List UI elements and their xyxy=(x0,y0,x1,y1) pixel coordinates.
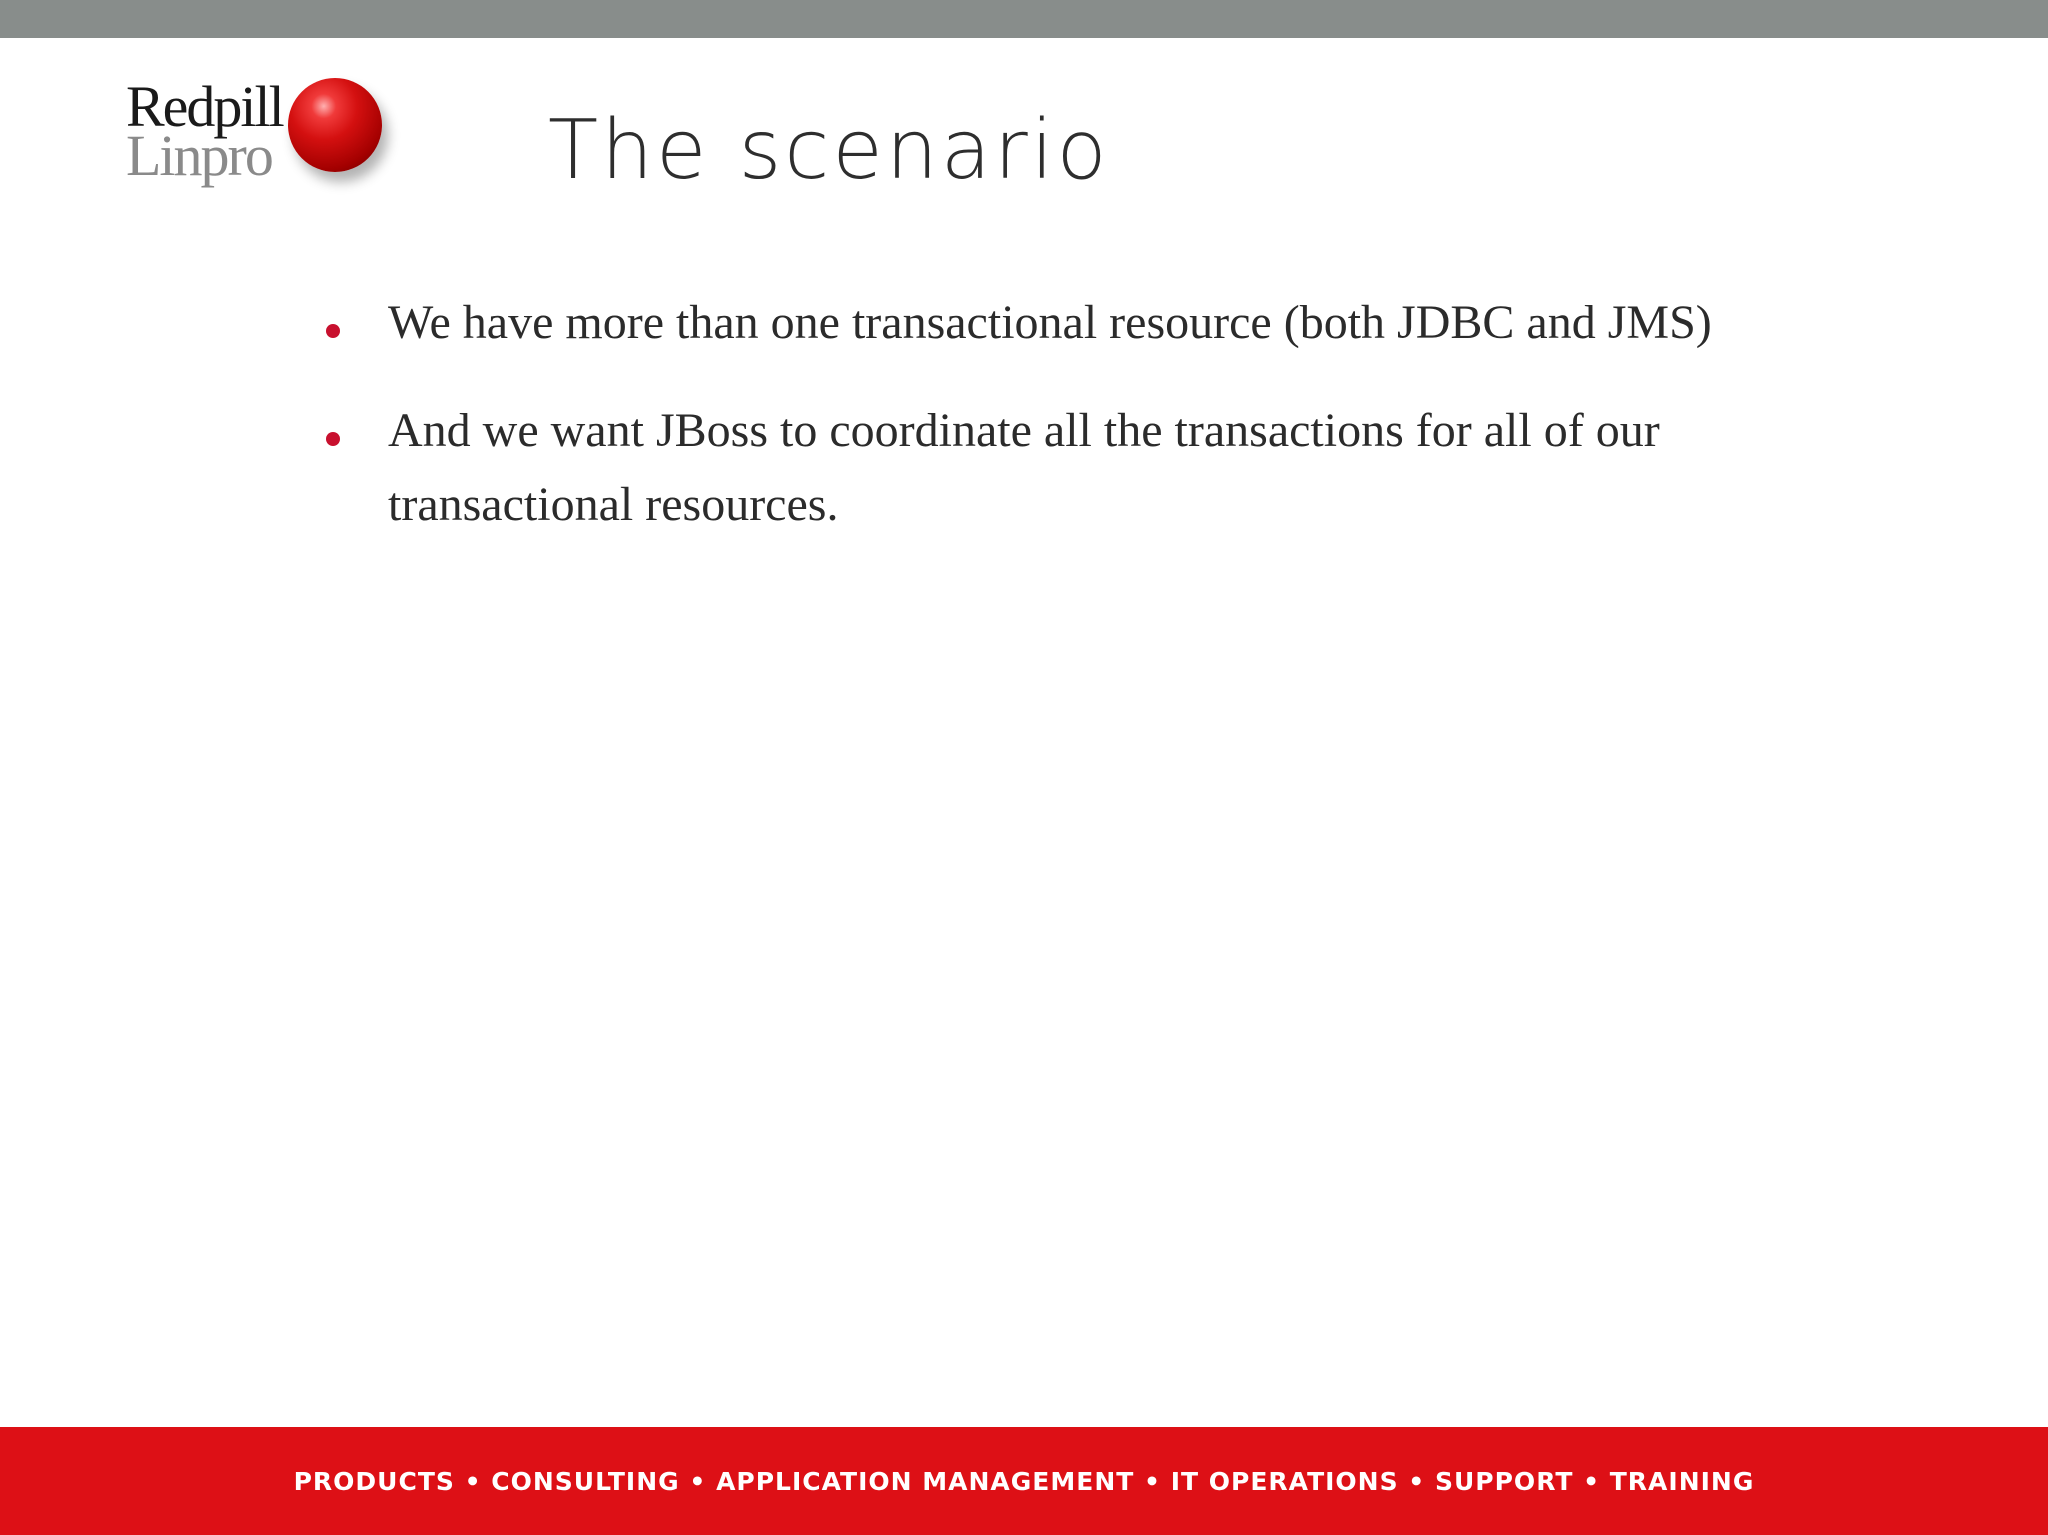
bullet-text: And we want JBoss to coordinate all the transactions for all of our transactional resources. xyxy=(388,404,1660,531)
company-logo xyxy=(126,74,386,198)
logo-text-linpro: Linpro xyxy=(126,123,272,188)
top-bar xyxy=(0,0,2048,38)
footer-services-text: PRODUCTS • CONSULTING • APPLICATION MANAGEMENT • IT OPERATIONS • SUPPORT • TRAINING xyxy=(293,1466,1755,1496)
logo-text-redpill: Redpill xyxy=(126,74,283,139)
bullet-list xyxy=(320,286,1800,576)
bullet-item xyxy=(320,286,1800,360)
bullet-item xyxy=(320,394,1800,542)
bullet-text: We have more than one transactional resource (both JDBC and JMS) xyxy=(388,296,1712,349)
bullet-dot-icon xyxy=(326,432,340,446)
bullet-dot-icon xyxy=(326,324,340,338)
red-sphere-icon xyxy=(288,78,382,172)
footer-bar xyxy=(0,1427,2048,1535)
slide-title: The scenario xyxy=(548,103,1110,198)
